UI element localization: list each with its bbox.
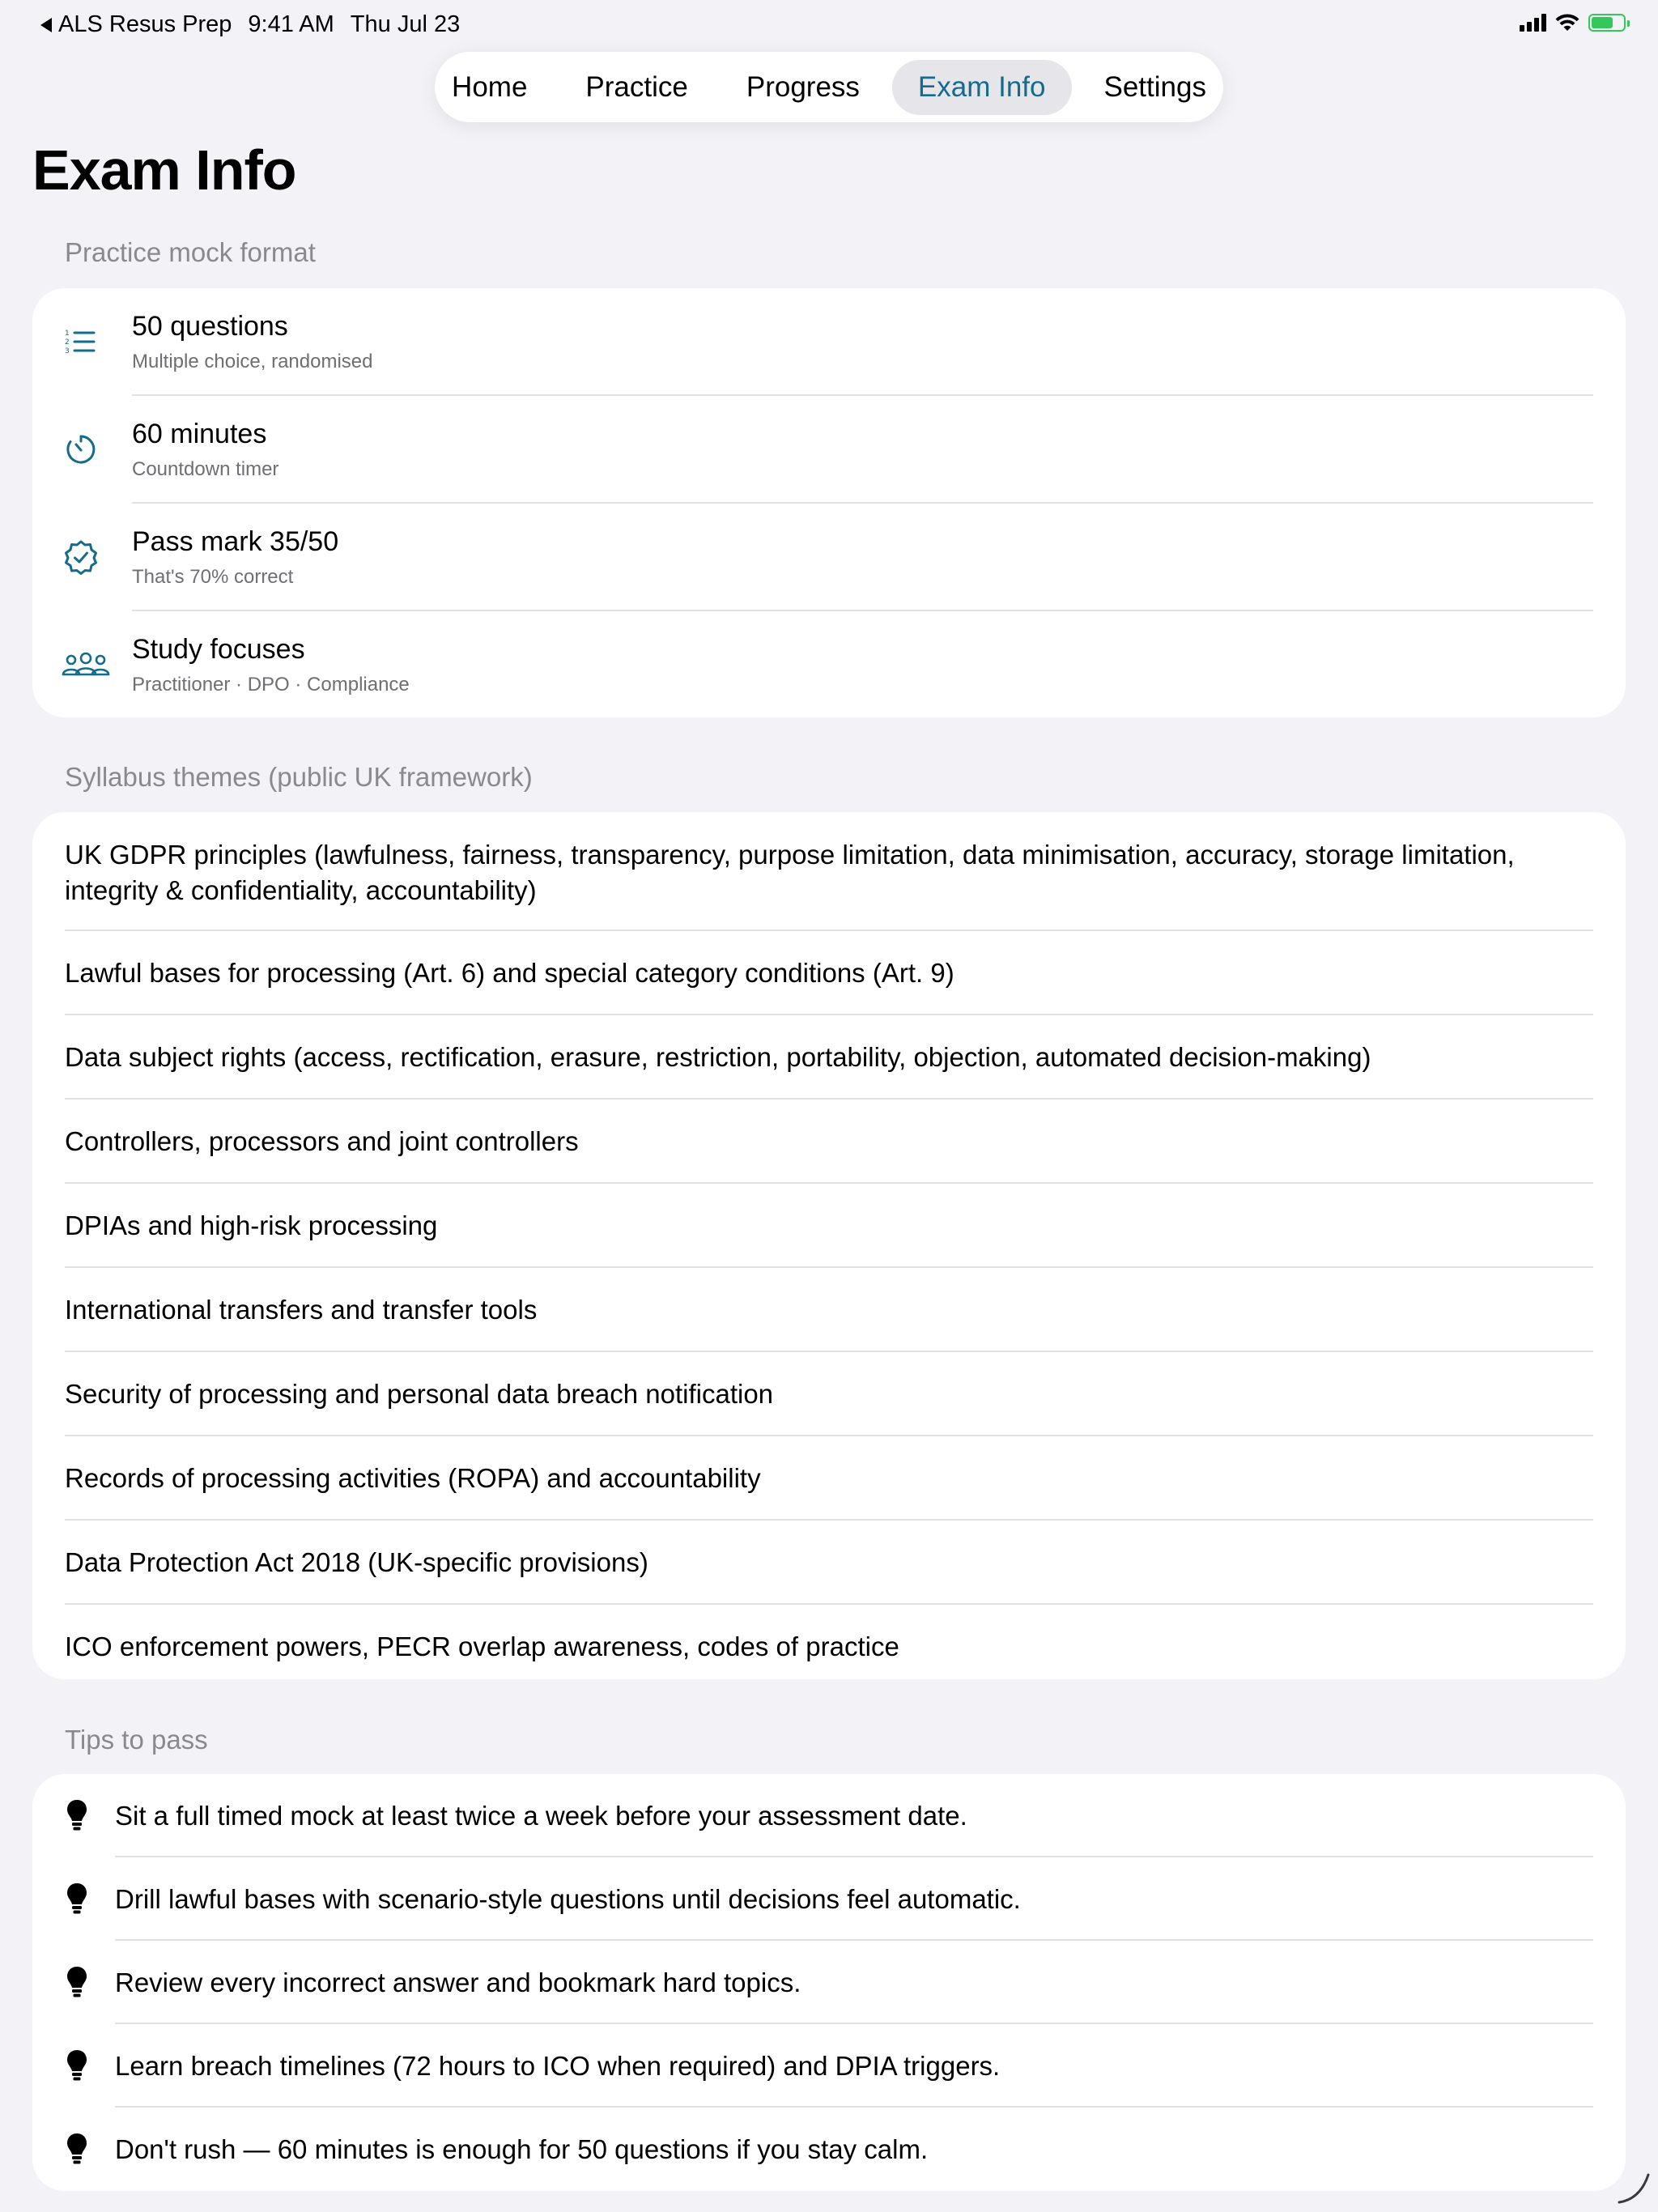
format-duration-title: 60 minutes <box>132 419 267 449</box>
syllabus-item <box>32 1100 1626 1184</box>
svg-text:2: 2 <box>65 338 70 347</box>
checkmark-seal-icon <box>58 534 104 580</box>
status-date: Thu Jul 23 <box>350 11 461 37</box>
lightbulb-icon <box>65 2048 89 2082</box>
tip-item <box>32 2108 1626 2191</box>
lightbulb-icon <box>65 1965 89 1999</box>
tip-text: Review every incorrect answer and bookmark hard topics. <box>115 1967 801 1997</box>
syllabus-card <box>32 812 1626 1679</box>
syllabus-section-header: Syllabus themes (public UK framework) <box>65 762 533 792</box>
lightbulb-icon <box>65 1882 89 1916</box>
syllabus-item-text: Lawful bases for processing (Art. 6) and special category conditions (Art. 9) <box>65 958 954 988</box>
top-tab-bar <box>435 52 1223 122</box>
back-to-app-button[interactable] <box>40 11 232 38</box>
tab-exam-info[interactable]: Exam Info <box>892 60 1072 115</box>
format-row-study-focuses <box>32 611 1626 717</box>
tips-section-header: Tips to pass <box>65 1725 208 1755</box>
syllabus-item <box>32 815 1626 931</box>
status-bar <box>0 0 1658 50</box>
resize-corner-icon[interactable] <box>1616 2170 1652 2206</box>
syllabus-item-text: International transfers and transfer tools <box>65 1295 538 1325</box>
format-study-focuses-title: Study focuses <box>132 634 305 665</box>
svg-text:3: 3 <box>65 347 70 355</box>
lightbulb-icon <box>65 1798 89 1832</box>
syllabus-item <box>32 1521 1626 1605</box>
syllabus-item-text: ICO enforcement powers, PECR overlap awareness, codes of practice <box>65 1631 899 1661</box>
people-icon <box>60 642 112 687</box>
syllabus-item-text: Controllers, processors and joint controllers <box>65 1126 579 1156</box>
syllabus-item <box>32 931 1626 1015</box>
svg-text:1: 1 <box>65 330 70 338</box>
syllabus-item <box>32 1015 1626 1100</box>
syllabus-item-text: Data Protection Act 2018 (UK-specific provisions) <box>65 1547 648 1577</box>
format-questions-title: 50 questions <box>132 311 288 342</box>
format-card <box>32 288 1626 717</box>
format-row-questions <box>32 288 1626 396</box>
tab-practice[interactable]: Practice <box>585 70 688 103</box>
syllabus-item-text: Records of processing activities (ROPA) and accountability <box>65 1463 761 1493</box>
tip-text: Don't rush — 60 minutes is enough for 50 questions if you stay calm. <box>115 2134 929 2164</box>
battery-icon <box>1588 14 1626 32</box>
timer-icon <box>58 427 104 472</box>
numbered-list-icon <box>58 319 104 364</box>
format-pass-mark-subtitle: That's 70% correct <box>132 566 294 588</box>
syllabus-item <box>32 1184 1626 1268</box>
format-section-header: Practice mock format <box>65 237 316 267</box>
syllabus-item-text: Security of processing and personal data breach notification <box>65 1379 774 1409</box>
tab-home[interactable]: Home <box>452 70 528 103</box>
syllabus-item <box>32 1352 1626 1436</box>
tab-progress[interactable]: Progress <box>746 70 860 103</box>
format-row-pass-mark <box>32 504 1626 611</box>
status-bar-left <box>40 11 460 38</box>
tips-card <box>32 1774 1626 2191</box>
tip-item <box>32 1774 1626 1857</box>
format-study-focuses-subtitle: Practitioner · DPO · Compliance <box>132 674 410 696</box>
format-row-duration <box>32 396 1626 504</box>
wifi-icon <box>1554 13 1580 32</box>
syllabus-item-text: Data subject rights (access, rectification, erasure, restriction, portability, objection, automated decision-making) <box>65 1042 1371 1072</box>
tip-text: Learn breach timelines (72 hours to ICO when required) and DPIA triggers. <box>115 2051 1001 2081</box>
tip-text: Sit a full timed mock at least twice a week before your assessment date. <box>115 1801 967 1831</box>
back-app-label: ALS Resus Prep <box>58 11 232 37</box>
page-title: Exam Info <box>32 138 296 202</box>
syllabus-item-text: DPIAs and high-risk processing <box>65 1210 438 1240</box>
syllabus-item <box>32 1605 1626 1679</box>
syllabus-item-text: UK GDPR principles (lawfulness, fairness, transparency, purpose limitation, data minimisation, accuracy, storage limitation, integrity & confidentiality, accountability) <box>65 840 1515 905</box>
tip-item <box>32 2024 1626 2108</box>
format-duration-subtitle: Countdown timer <box>132 458 279 480</box>
tip-text: Drill lawful bases with scenario-style questions until decisions feel automatic. <box>115 1884 1021 1914</box>
back-arrow-icon <box>40 18 52 32</box>
tip-item <box>32 1857 1626 1941</box>
status-time: 9:41 AM <box>248 11 334 37</box>
format-questions-subtitle: Multiple choice, randomised <box>132 351 373 372</box>
status-bar-right <box>1520 13 1626 32</box>
tab-settings[interactable]: Settings <box>1103 70 1206 103</box>
tip-item <box>32 1941 1626 2024</box>
cellular-signal-icon <box>1520 14 1546 32</box>
lightbulb-icon <box>65 2132 89 2166</box>
syllabus-item <box>32 1268 1626 1352</box>
syllabus-item <box>32 1436 1626 1521</box>
format-pass-mark-title: Pass mark 35/50 <box>132 526 339 557</box>
